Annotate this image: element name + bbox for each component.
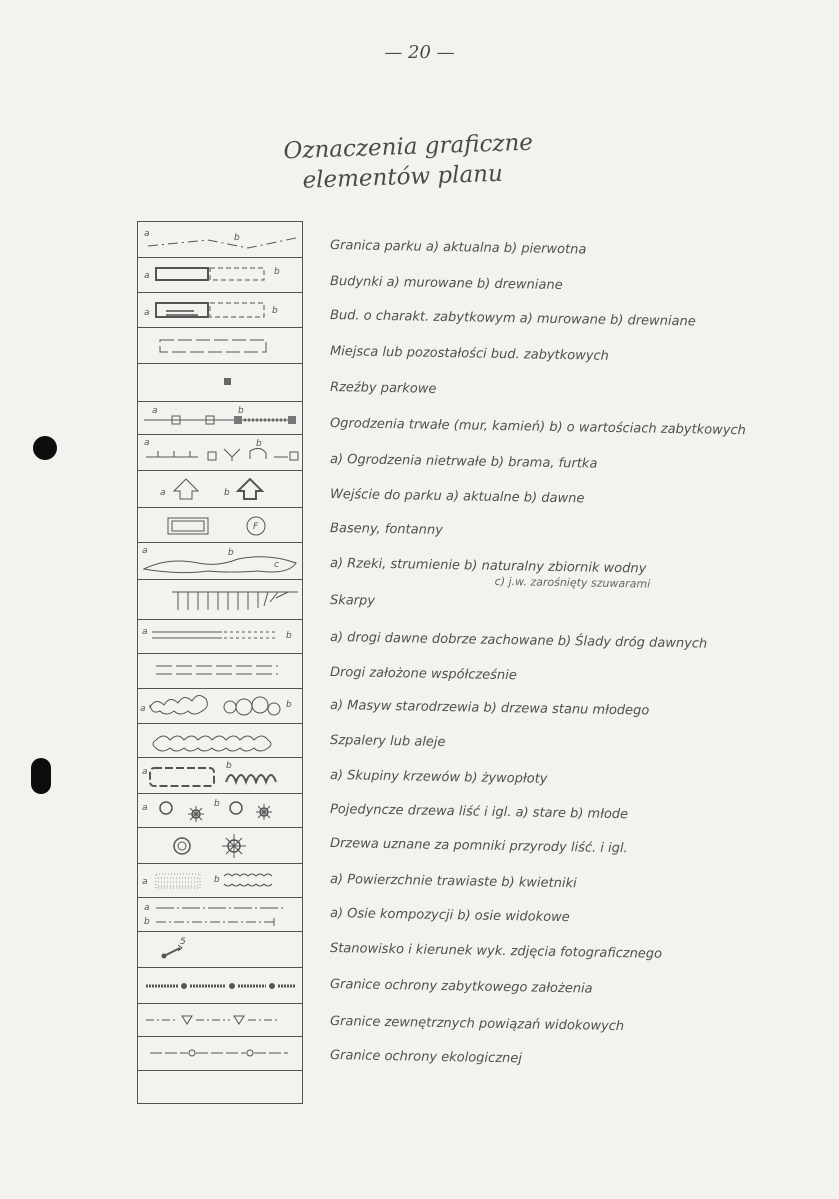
- desc-rzeki-sub: c) j.w. zarośnięty szuwarami: [494, 574, 651, 591]
- desc-rzezby: Rzeźby parkowe: [329, 380, 437, 397]
- desc-granica-parku: Granica parku a) aktualna b) pierwotna: [329, 238, 587, 258]
- symbol-skarpy: [138, 580, 302, 620]
- title-line-2: elementów planu: [302, 160, 504, 194]
- desc-szpalery: Szpalery lub aleje: [329, 733, 446, 751]
- symbol-granice-powiazan: [138, 1004, 302, 1037]
- symbol-miejsca-pozostalosci: [138, 328, 302, 364]
- legend-symbol-column: [137, 221, 303, 1104]
- label-b: b: [228, 548, 234, 558]
- label-b: b: [144, 917, 150, 927]
- symbol-drogi-wspolczesne: [138, 654, 302, 689]
- label-c: c: [274, 560, 279, 570]
- label-a: a: [144, 308, 150, 318]
- desc-granice-powiazan: Granice zewnętrznych powiązań widokowych: [329, 1014, 625, 1035]
- desc-skarpy: Skarpy: [329, 593, 376, 609]
- symbol-budynki: [138, 258, 302, 293]
- label-b: b: [224, 488, 230, 498]
- label-b: b: [272, 306, 278, 316]
- label-a: a: [142, 803, 148, 813]
- label-a: a: [144, 271, 150, 281]
- label-a: a: [142, 627, 148, 637]
- symbol-pojedyncze-drzewa: [138, 794, 302, 828]
- desc-granice-ochrony-zabytkowego: Granice ochrony zabytkowego założenia: [329, 977, 593, 997]
- label-f: F: [253, 522, 259, 532]
- label-b: b: [256, 439, 262, 449]
- label-a: a: [152, 406, 158, 416]
- symbol-stanowisko: [138, 932, 302, 968]
- symbol-drogi-dawne: [138, 620, 302, 654]
- symbol-bud-zabytkowe: [138, 293, 302, 328]
- page-title: [283, 128, 534, 197]
- desc-baseny: Baseny, fontanny: [329, 521, 443, 538]
- symbol-szpalery: [138, 724, 302, 758]
- symbol-osie: [138, 898, 302, 932]
- label-a: a: [142, 877, 148, 887]
- symbol-wejscie: [138, 471, 302, 508]
- symbol-baseny: [138, 508, 302, 543]
- desc-pomniki-przyrody: Drzewa uznane za pomniki przyrody liść. i igl.: [329, 836, 628, 857]
- label-b: b: [234, 233, 240, 243]
- desc-granice-ekologicznej: Granice ochrony ekologicznej: [329, 1048, 523, 1067]
- label-b: b: [214, 875, 220, 885]
- title-line-1: Oznaczenia graficzne: [283, 129, 534, 165]
- desc-rzeki: [329, 556, 830, 591]
- symbol-granice-ochrony-zabytkowego: [138, 968, 302, 1004]
- symbol-rzeki: [138, 543, 302, 580]
- desc-pojedyncze-drzewa: Pojedyncze drzewa liść i igl. a) stare b) młode: [329, 802, 629, 823]
- label-b: b: [238, 406, 244, 416]
- desc-powierzchnie: a) Powierzchnie trawiaste b) kwietniki: [329, 872, 577, 892]
- desc-masyw: a) Masyw starodrzewia b) drzewa stanu młodego: [329, 698, 650, 719]
- symbol-masyw: [138, 689, 302, 724]
- desc-drogi-dawne: a) drogi dawne dobrze zachowane b) Ślady dróg dawnych: [329, 630, 708, 652]
- desc-drogi-wspolczesne: Drogi założone współcześnie: [329, 665, 517, 684]
- desc-skupiny: a) Skupiny krzewów b) żywopłoty: [329, 768, 548, 787]
- label-b: b: [226, 761, 232, 771]
- label-b: b: [274, 267, 280, 277]
- desc-budynki: Budynki a) murowane b) drewniane: [329, 274, 563, 294]
- symbol-ogrodzenia-nietrwale: [138, 435, 302, 471]
- desc-rzeki-main: a) Rzeki, strumienie b) naturalny zbiornik wodny: [329, 556, 647, 577]
- desc-ogrodzenia-trwale: Ogrodzenia trwałe (mur, kamień) b) o wartościach zabytkowych: [329, 416, 746, 439]
- label-b: b: [286, 700, 292, 710]
- label-b: b: [214, 799, 220, 809]
- symbol-powierzchnie: [138, 864, 302, 898]
- desc-miejsca-pozostalosci: Miejsca lub pozostałości bud. zabytkowych: [329, 344, 609, 364]
- symbol-granice-ekologicznej: [138, 1037, 302, 1071]
- symbol-pomniki-przyrody: [138, 828, 302, 864]
- punch-hole-bottom: [31, 758, 51, 794]
- symbol-empty-row: [138, 1071, 302, 1104]
- desc-ogrodzenia-nietrwale: a) Ogrodzenia nietrwałe b) brama, furtka: [329, 452, 598, 472]
- desc-bud-zabytkowe: Bud. o charakt. zabytkowym a) murowane b) drewniane: [329, 308, 696, 330]
- label-a: a: [142, 767, 148, 777]
- label-s: 5: [180, 937, 186, 947]
- punch-hole-top: [33, 436, 57, 460]
- desc-wejscie: Wejście do parku a) aktualne b) dawne: [329, 487, 585, 507]
- page-number: — 20 —: [384, 42, 455, 63]
- symbol-rzezby: [138, 364, 302, 402]
- desc-stanowisko: Stanowisko i kierunek wyk. zdjęcia fotograficznego: [329, 941, 663, 962]
- label-a: a: [144, 229, 150, 239]
- label-a: a: [140, 704, 146, 714]
- label-b: b: [286, 631, 292, 641]
- symbol-skupiny: [138, 758, 302, 794]
- symbol-ogrodzenia-trwale: [138, 402, 302, 435]
- label-a: a: [142, 546, 148, 556]
- symbol-granica-parku: [138, 222, 302, 258]
- label-a: a: [144, 903, 150, 913]
- label-a: a: [160, 488, 166, 498]
- desc-osie: a) Osie kompozycji b) osie widokowe: [329, 906, 570, 926]
- label-a: a: [144, 438, 150, 448]
